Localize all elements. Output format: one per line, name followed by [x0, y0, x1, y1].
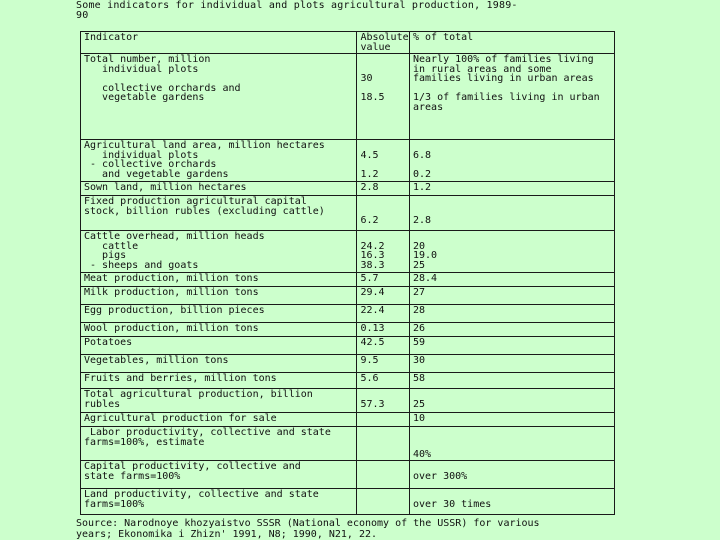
percent-cell: 10 — [410, 413, 615, 427]
absolute-value-cell: 0.13 — [357, 323, 410, 337]
indicator-cell: Land productivity, collective and state farms=100% — [81, 489, 357, 515]
indicator-cell: Meat production, million tons — [81, 273, 357, 287]
percent-cell: 59 — [410, 337, 615, 355]
source-note: Source: Narodnoye khozyaistvo SSSR (National economy of the USSR) for various years; Ekonomika i Zhizn' 1991, N8; 1990, N21, 22. — [76, 518, 540, 540]
percent-cell: 20 19.0 25 — [410, 231, 615, 273]
percent-cell: 1.2 — [410, 182, 615, 196]
absolute-value-cell: 30 18.5 — [357, 54, 410, 140]
table-row — [81, 323, 615, 337]
absolute-value-cell: 22.4 — [357, 305, 410, 323]
percent-cell: 28.4 — [410, 273, 615, 287]
absolute-value-cell: 57.3 — [357, 389, 410, 413]
indicator-cell: Agricultural production for sale — [81, 413, 357, 427]
indicator-cell: Fixed production agricultural capital stock, billion rubles (excluding cattle) — [81, 196, 357, 231]
absolute-value-cell: 42.5 — [357, 337, 410, 355]
percent-cell: over 300% — [410, 461, 615, 489]
absolute-value-cell: 24.2 16.3 38.3 — [357, 231, 410, 273]
indicator-cell: Capital productivity, collective and state farms=100% — [81, 461, 357, 489]
table-row — [81, 355, 615, 373]
absolute-value-cell: 4.5 1.2 — [357, 140, 410, 182]
absolute-value-cell — [357, 427, 410, 461]
indicator-cell: Cattle overhead, million heads cattle pigs - sheeps and goats — [81, 231, 357, 273]
percent-cell: 30 — [410, 355, 615, 373]
percent-cell: 40% — [410, 427, 615, 461]
absolute-value-cell: 5.7 — [357, 273, 410, 287]
table-row — [81, 182, 615, 196]
indicator-cell: Wool production, million tons — [81, 323, 357, 337]
absolute-value-cell — [357, 461, 410, 489]
indicator-cell: Vegetables, million tons — [81, 355, 357, 373]
percent-cell: 28 — [410, 305, 615, 323]
indicator-cell: Fruits and berries, million tons — [81, 373, 357, 389]
header-percent-of-total: % of total — [410, 32, 615, 54]
indicator-cell: Sown land, million hectares — [81, 182, 357, 196]
table-row — [81, 140, 615, 182]
absolute-value-cell — [357, 489, 410, 515]
percent-cell: 25 — [410, 389, 615, 413]
indicator-cell: Potatoes — [81, 337, 357, 355]
table-row — [81, 461, 615, 489]
header-indicator: Indicator — [81, 32, 357, 54]
percent-cell: 26 — [410, 323, 615, 337]
percent-cell: 27 — [410, 287, 615, 305]
table-row — [81, 337, 615, 355]
page-title: Some indicators for individual and plots agricultural production, 1989- 90 — [76, 0, 518, 21]
percent-cell: over 30 times — [410, 489, 615, 515]
data-table — [80, 31, 615, 515]
absolute-value-cell — [357, 413, 410, 427]
table-row — [81, 413, 615, 427]
percent-cell: Nearly 100% of families living in rural areas and some families living in urban areas 1/3 of families living in urban areas — [410, 54, 615, 140]
absolute-value-cell: 29.4 — [357, 287, 410, 305]
table-row — [81, 287, 615, 305]
absolute-value-cell: 9.5 — [357, 355, 410, 373]
table-row — [81, 196, 615, 231]
table-header-row — [81, 32, 615, 54]
absolute-value-cell: 2.8 — [357, 182, 410, 196]
table-row — [81, 54, 615, 140]
indicator-cell: Egg production, billion pieces — [81, 305, 357, 323]
indicator-cell: Milk production, million tons — [81, 287, 357, 305]
table-row — [81, 273, 615, 287]
percent-cell: 2.8 — [410, 196, 615, 231]
table-row — [81, 305, 615, 323]
header-absolute-value: Absolute value — [357, 32, 410, 54]
indicator-cell: Total number, million individual plots collective orchards and vegetable gardens — [81, 54, 357, 140]
indicator-cell: Total agricultural production, billion rubles — [81, 389, 357, 413]
absolute-value-cell: 6.2 — [357, 196, 410, 231]
table-row — [81, 427, 615, 461]
table-row — [81, 389, 615, 413]
percent-cell: 6.8 0.2 — [410, 140, 615, 182]
indicator-cell: Agricultural land area, million hectares individual plots - collective orchards and vegetable gardens — [81, 140, 357, 182]
indicator-cell: Labor productivity, collective and state farms=100%, estimate — [81, 427, 357, 461]
table-row — [81, 489, 615, 515]
table-row — [81, 373, 615, 389]
absolute-value-cell: 5.6 — [357, 373, 410, 389]
table-row — [81, 231, 615, 273]
percent-cell: 58 — [410, 373, 615, 389]
